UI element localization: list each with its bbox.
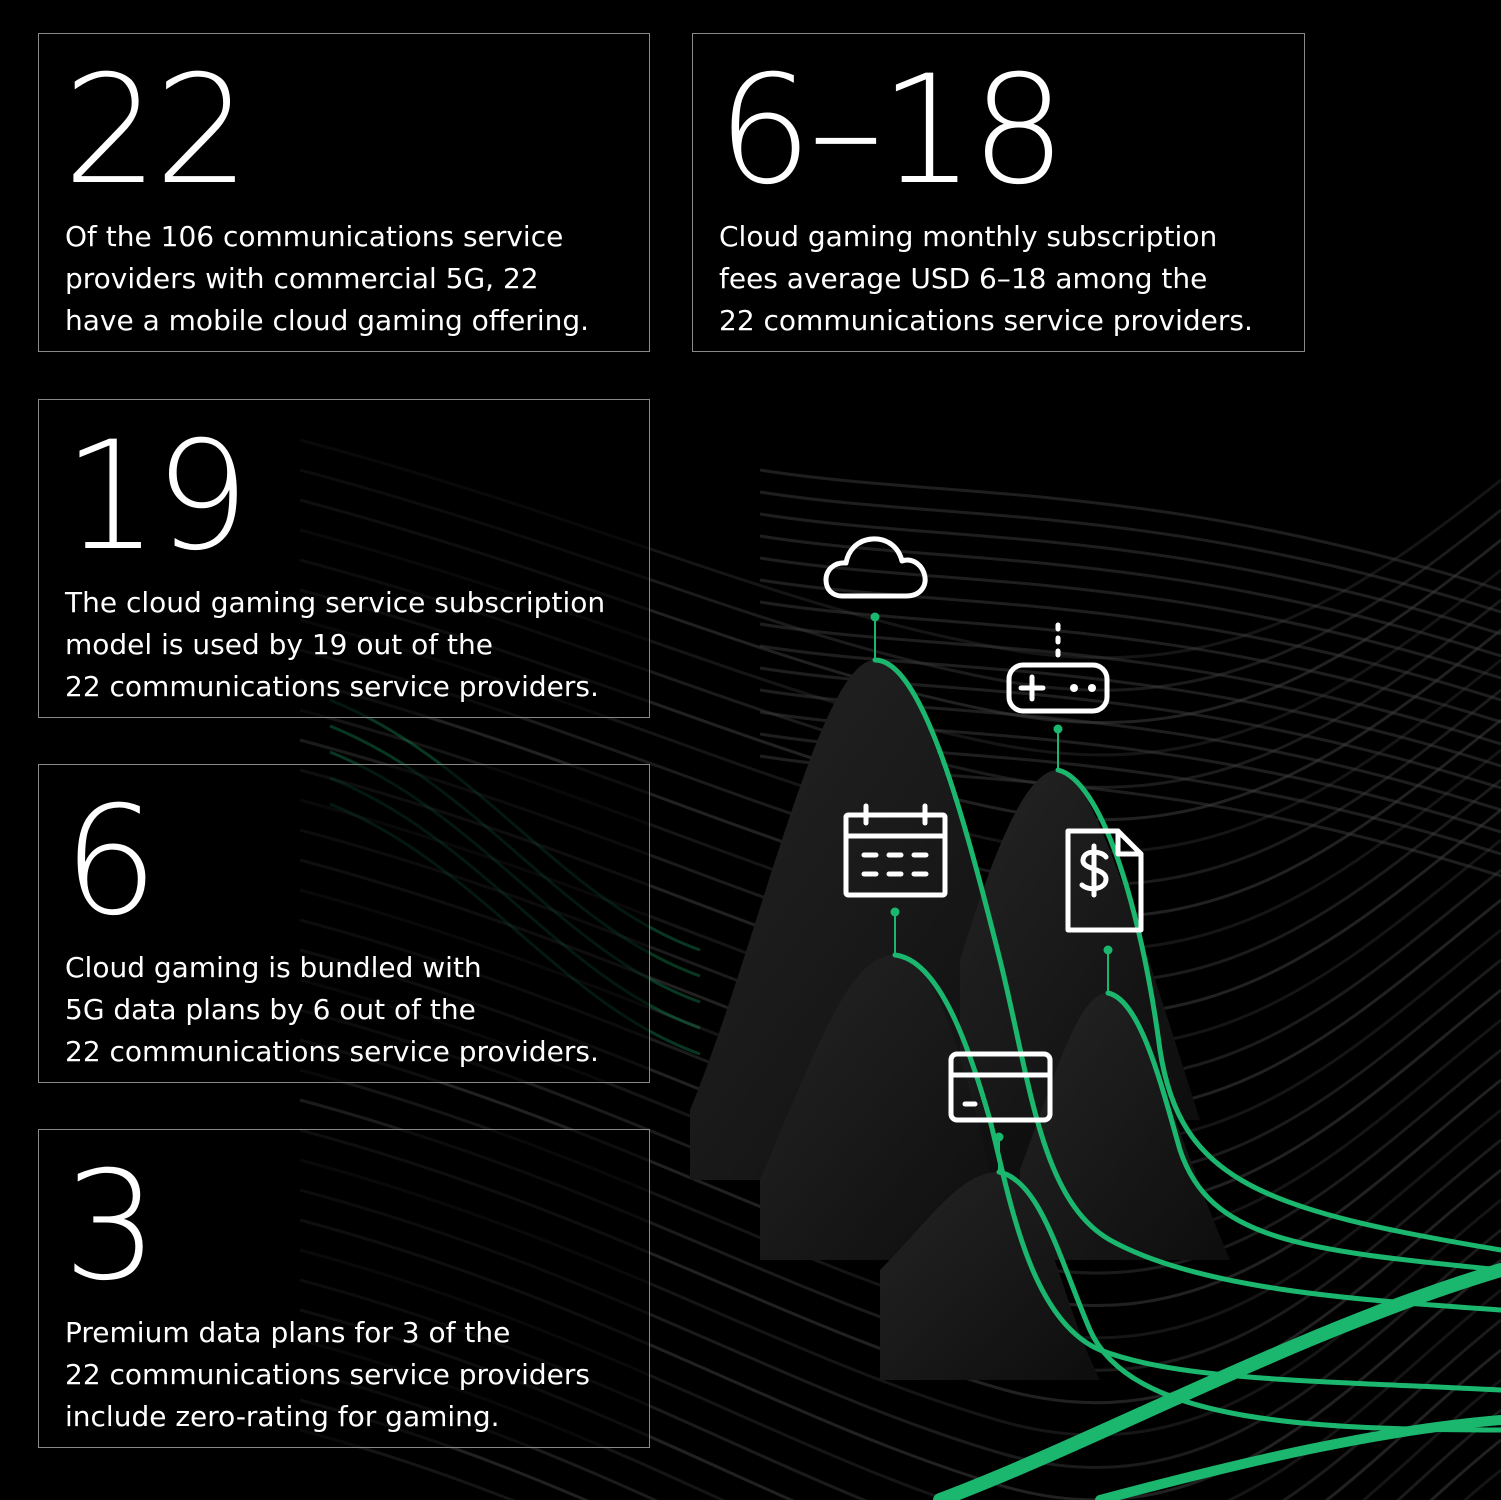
stat-number: 19 [63, 410, 246, 584]
stat-card-19 [38, 399, 650, 718]
stat-description: Cloud gaming monthly subscription fees average USD 6–18 among the 22 communications service providers. [719, 220, 1253, 337]
stat-number: 6–18 [717, 44, 1063, 218]
stat-number: 3 [63, 1140, 155, 1314]
stat-number: 22 [63, 44, 246, 218]
stat-card-22 [38, 33, 650, 352]
stat-description: The cloud gaming service subscription model is used by 19 out of the 22 communications service providers. [65, 586, 606, 703]
stat-card-6 [38, 764, 650, 1083]
stat-number: 6 [63, 775, 155, 949]
stat-description: Premium data plans for 3 of the 22 communications service providers include zero-rating for gaming. [65, 1316, 590, 1433]
stat-card-6-18 [692, 33, 1305, 352]
stat-description: Cloud gaming is bundled with 5G data plans by 6 out of the 22 communications service providers. [65, 951, 599, 1068]
stat-card-3 [38, 1129, 650, 1448]
stat-description: Of the 106 communications service providers with commercial 5G, 22 have a mobile cloud gaming offering. [65, 220, 590, 337]
